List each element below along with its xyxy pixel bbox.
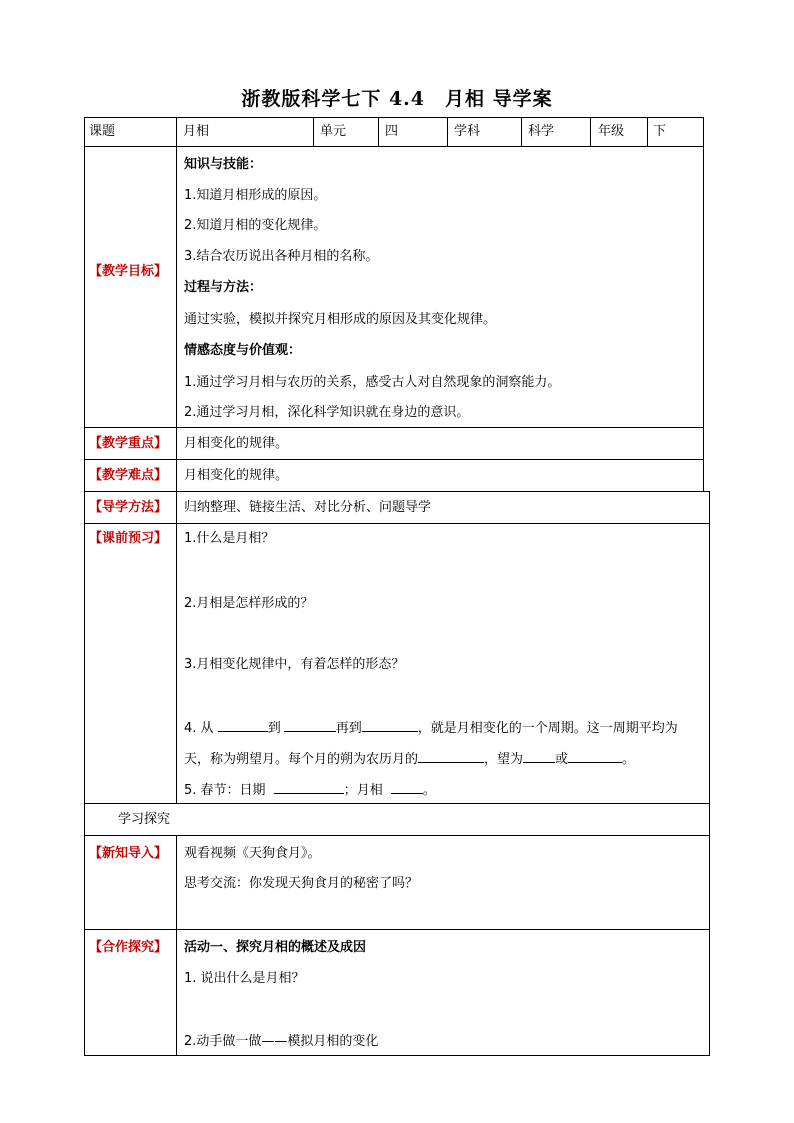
preview-q5 bbox=[184, 781, 436, 799]
q5-text-date: 5. 春节：日期 bbox=[184, 783, 266, 798]
q4-text-wang: ，望为 bbox=[484, 752, 524, 767]
goals-emotion-1: 1.通过学习月相与农历的关系，感受古人对自然现象的洞察能力。 bbox=[184, 375, 561, 390]
goals-knowledge-1: 1.知道月相形成的原因。 bbox=[184, 188, 327, 203]
blank-1[interactable] bbox=[218, 719, 268, 732]
difficulty-text: 月相变化的规律。 bbox=[184, 468, 289, 483]
label-danyuan: 单元 bbox=[320, 124, 347, 139]
label-difficulty: 【教学难点】 bbox=[89, 468, 168, 483]
goals-knowledge-3: 3.结合农历说出各种月相的名称。 bbox=[184, 249, 379, 264]
coop-line-1: 1. 说出什么是月相？ bbox=[184, 971, 305, 986]
page-title: 浙教版科学七下 4.4 月相 导学案 bbox=[241, 88, 553, 110]
label-preview: 【课前预习】 bbox=[89, 531, 168, 546]
section-study: 学习探究 bbox=[118, 812, 171, 827]
label-method: 【导学方法】 bbox=[89, 500, 168, 515]
value-nianji: 下 bbox=[653, 124, 667, 139]
label-nianji: 年级 bbox=[598, 124, 625, 139]
label-focus: 【教学重点】 bbox=[89, 436, 168, 451]
preview-q1: 1.什么是月相？ bbox=[184, 531, 275, 546]
label-xueke: 学科 bbox=[454, 124, 481, 139]
blank-7[interactable] bbox=[274, 781, 344, 794]
intro-line-2: 思考交流：你发现天狗食月的秘密了吗？ bbox=[184, 876, 419, 891]
q4-text-again: 再到 bbox=[335, 721, 362, 736]
intro-line-1: 观看视频《天狗食月》。 bbox=[184, 846, 321, 861]
label-intro: 【新知导入】 bbox=[89, 846, 168, 861]
value-xueke: 科学 bbox=[528, 124, 555, 139]
goals-knowledge-2: 2.知道月相的变化规律。 bbox=[184, 218, 327, 233]
blank-8[interactable] bbox=[391, 781, 423, 794]
blank-3[interactable] bbox=[362, 719, 418, 732]
goals-emotion-2: 2.通过学习月相，深化科学知识就在身边的意识。 bbox=[184, 405, 470, 420]
value-danyuan: 四 bbox=[385, 124, 399, 139]
preview-q3: 3.月相变化规律中，有着怎样的形态？ bbox=[184, 657, 405, 672]
coop-heading: 活动一、探究月相的概述及成因 bbox=[184, 940, 367, 955]
value-keti: 月相 bbox=[183, 124, 210, 139]
preview-q2: 2.月相是怎样形成的？ bbox=[184, 596, 314, 611]
q4-text-days: 天，称为朔望月。每个月的朔为农历月的 bbox=[184, 752, 419, 767]
q4-text-cycle: ，就是月相变化的一个周期。这一周期平均为 bbox=[417, 721, 678, 736]
label-goals: 【教学目标】 bbox=[89, 264, 168, 279]
preview-q4-line2 bbox=[184, 750, 635, 768]
preview-q4-line1 bbox=[184, 719, 678, 737]
q4-text-from: 4. 从 bbox=[184, 721, 214, 736]
goals-heading-process: 过程与方法： bbox=[184, 280, 263, 295]
blank-6[interactable] bbox=[568, 750, 622, 763]
q4-text-end: 。 bbox=[622, 752, 636, 767]
goals-heading-emotion: 情感态度与价值观： bbox=[184, 343, 302, 358]
goals-heading-knowledge: 知识与技能： bbox=[184, 157, 263, 172]
goals-process-1: 通过实验，模拟并探究月相形成的原因及其变化规律。 bbox=[184, 312, 497, 327]
blank-4[interactable] bbox=[418, 750, 484, 763]
q5-text-phase: ；月相 bbox=[343, 783, 383, 798]
focus-text: 月相变化的规律。 bbox=[184, 436, 289, 451]
q4-text-to: 到 bbox=[267, 721, 281, 736]
label-keti: 课题 bbox=[89, 124, 116, 139]
coop-line-2: 2.动手做一做——模拟月相的变化 bbox=[184, 1034, 379, 1049]
label-coop: 【合作探究】 bbox=[89, 940, 168, 955]
q5-text-end: 。 bbox=[422, 783, 436, 798]
method-text: 归纳整理、链接生活、对比分析、问题导学 bbox=[184, 500, 432, 515]
blank-2[interactable] bbox=[284, 719, 336, 732]
q4-text-or: 或 bbox=[555, 752, 569, 767]
blank-5[interactable] bbox=[523, 750, 555, 763]
